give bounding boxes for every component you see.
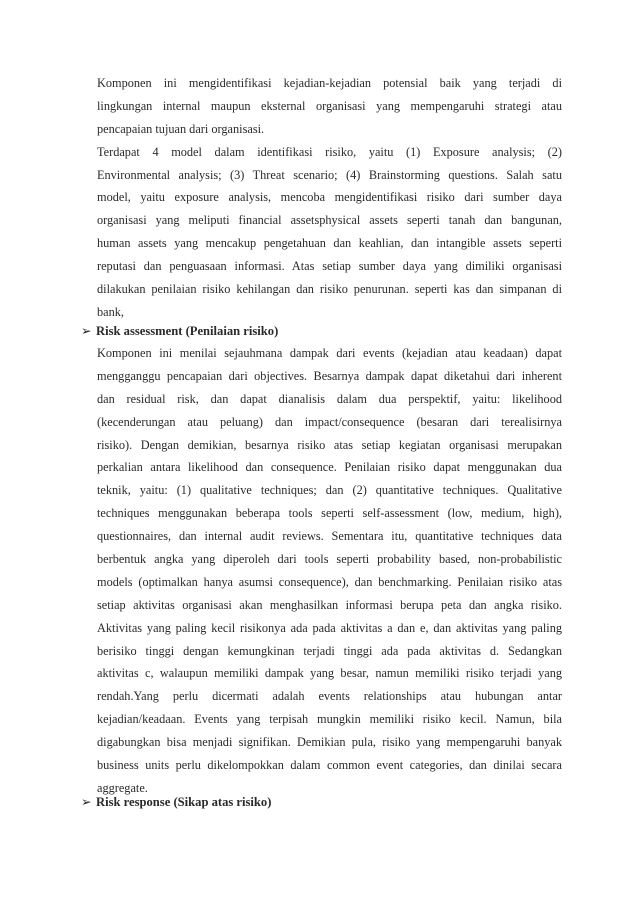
text-line: berbentuk angka yang diperoleh dari tools seperti probability based, non-probabilistic [97,552,562,567]
arrow-bullet-icon: ➢ [81,795,92,809]
text-line: questionnaires, dan internal audit reviews. Sementara itu, quantitative techniques data [97,529,562,544]
text-line: teknik, yaitu: (1) qualitative techniques; dan (2) quantitative techniques. Qualitative [97,483,562,498]
text-line: Aktivitas yang paling kecil risikonya ada pada aktivitas a dan e, dan aktivitas yang paling [97,620,562,635]
text-line: Komponen ini menilai sejauhmana dampak dari events (kejadian atau keadaan) dapat [97,346,562,360]
text-line: mengganggu pencapaian dari objectives. Besarnya dampak dapat diketahui dari inherent [97,368,562,383]
text-line: kejadian/keadaan. Events yang terpisah mungkin memiliki risiko kecil. Namun, bila [97,712,562,727]
paragraph-identification-models [97,141,562,324]
text-line: reputasi dan penguasaan informasi. Atas setiap sumber daya yang dimiliki organisasi [97,259,562,274]
text-line: dan residual risk, dan dapat dianalisis dalam dua perspektif, yaitu: likelihood [97,391,562,406]
text-line: business units perlu dikelompokkan dalam common event categories, dan dinilai secara [97,758,562,773]
arrow-bullet-icon: ➢ [81,324,92,338]
text-line: risiko). Dengan demikian, besarnya risiko atas setiap kegiatan organisasi merupakan [97,437,562,452]
text-line: digabungkan bisa menjadi signifikan. Demikian pula, risiko yang mempengaruhi banyak [97,735,562,750]
text-line: models (optimalkan hanya asumsi consequence), dan benchmarking. Penilaian risiko atas [97,574,562,589]
text-line: techniques menggunakan beberapa tools seperti self-assessment (low, medium, high), [97,506,562,521]
text-line: Terdapat 4 model dalam identifikasi risiko, yaitu (1) Exposure analysis; (2) [97,144,562,159]
text-line: aggregate. [97,780,148,795]
text-line: aktivitas c, walaupun memiliki dampak yang besar, namun memiliki risiko terjadi yang [97,666,562,681]
text-line: Komponen ini mengidentifikasi kejadian-kejadian potensial baik yang terjadi di [97,76,562,90]
text-line: (kecenderungan atau peluang) dan impact/consequence (besaran dari terealisirnya [97,414,562,429]
text-line: dilakukan penilaian risiko kehilangan dan risiko penurunan. seperti kas dan simpanan di [97,282,562,297]
text-line: model, yaitu exposure analysis, mencoba mengidentifikasi risiko dari sumber daya [97,190,562,205]
text-line: setiap aktivitas organisasi akan menghasilkan informasi berupa peta dan angka risiko. [97,597,562,612]
heading-risk-assessment-text: Risk assessment (Penilaian risiko) [96,324,279,338]
text-line: pencapaian tujuan dari organisasi. [97,121,265,136]
text-line: organisasi yang meliputi financial assetsphysical assets seperti tanah dan bangunan, [97,213,562,228]
text-line: perkalian antara likelihood dan consequence. Penilaian risiko dapat menggunakan dua [97,460,562,475]
heading-risk-assessment [81,320,278,342]
text-line: bank, [97,304,124,319]
text-line: rendah.Yang perlu dicermati adalah events relationships atau hubungan antar [97,689,562,704]
text-line: berisiko tinggi dengan kemungkinan terjadi tinggi ada pada aktivitas d. Sedangkan [97,643,562,658]
heading-risk-response-text: Risk response (Sikap atas risiko) [96,795,272,809]
paragraph-risk-assessment [97,342,562,800]
text-line: human assets yang mencakup pengetahuan dan keahlian, dan intangible assets seperti [97,236,562,251]
text-line: Environmental analysis; (3) Threat scenario; (4) Brainstorming questions. Salah satu [97,167,562,182]
heading-risk-response [81,791,271,813]
text-line: lingkungan internal maupun eksternal organisasi yang mempengaruhi strategi atau [97,98,562,113]
paragraph-event-identification [97,72,562,141]
